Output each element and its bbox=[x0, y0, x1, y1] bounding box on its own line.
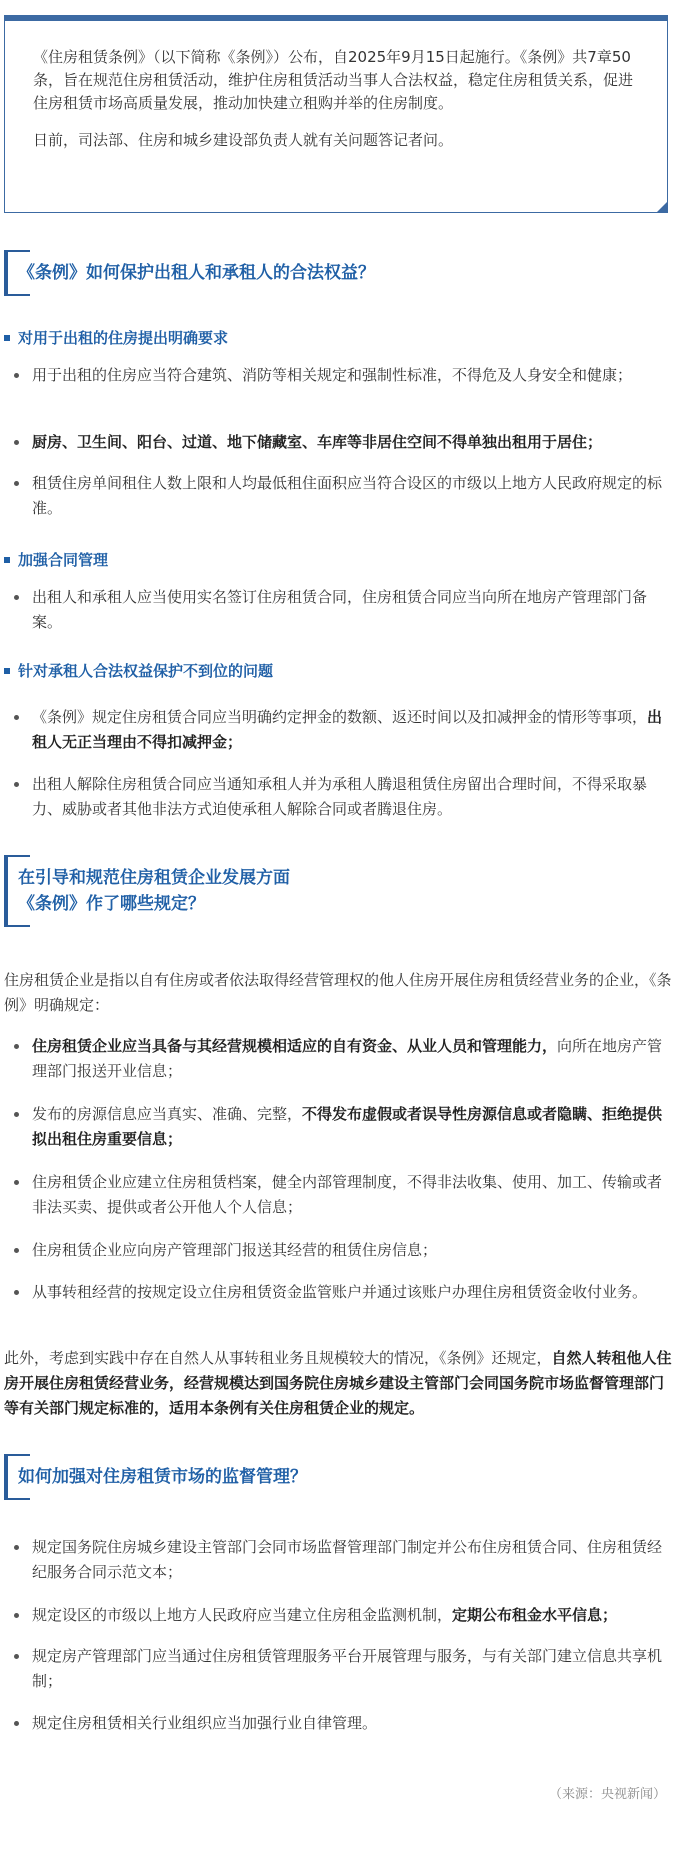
list-item-text: 出租人和承租人应当使用实名签订住房租赁合同，住房租赁合同应当向所在地房产管理部门备案。 bbox=[32, 588, 648, 631]
section-title-3: 如何加强对住房租赁市场的监督管理？ bbox=[18, 1467, 307, 1487]
list-item bbox=[14, 1535, 674, 1585]
source-credit: （来源：央视新闻） bbox=[548, 1787, 666, 1802]
outro-text: 此外，考虑到实践中存在自然人从事转租业务且规模较大的情况，《条例》还规定， bbox=[4, 1349, 552, 1367]
section-2-outro bbox=[4, 1346, 674, 1421]
sub-heading-3-text: 针对承租人合法权益保护不到位的问题 bbox=[18, 662, 274, 680]
list-item-text: 租赁住房单间租住人数上限和人均最低租住面积应当符合设区的市级以上地方人民政府规定的标准。 bbox=[32, 474, 663, 517]
list-item-bold-text: 出租人无正当理由不得扣减押金； bbox=[32, 708, 663, 751]
heading-cap-top bbox=[4, 250, 30, 252]
list-item bbox=[14, 1644, 674, 1694]
bullet-dot-icon bbox=[14, 715, 19, 720]
list-item bbox=[14, 430, 674, 455]
list-item-text: 住房租赁企业应向房产管理部门报送其经营的租赁住房信息； bbox=[32, 1241, 438, 1259]
sub-heading-3 bbox=[4, 661, 273, 681]
bullet-dot-icon bbox=[14, 440, 19, 445]
intro-paragraph-2: 日前，司法部、住房和城乡建设部负责人就有关问题答记者问。 bbox=[33, 131, 454, 149]
bullet-dot-icon bbox=[14, 1721, 19, 1726]
intro-box bbox=[4, 15, 668, 213]
list-item bbox=[14, 585, 674, 635]
section-title-1: 《条例》如何保护出租人和承租人的合法权益？ bbox=[18, 263, 375, 283]
outro-bold-text: 自然人转租他人住房开展住房租赁经营业务，经营规模达到国务院住房城乡建设主管部门会同国务院市场监督管理部门等有关部门规定标准的，适用本条例有关住房租赁企业的规定。 bbox=[4, 1349, 672, 1417]
section-title-2-line-1: 在引导和规范住房租赁企业发展方面 bbox=[18, 868, 290, 888]
bullet-dot-icon bbox=[14, 782, 19, 787]
square-bullet-icon bbox=[4, 668, 10, 674]
list-item-text: 发布的房源信息应当真实、准确、完整， bbox=[32, 1105, 303, 1123]
bullet-dot-icon bbox=[14, 1112, 19, 1117]
section-2-intro: 住房租赁企业是指以自有住房或者依法取得经营管理权的他人住房开展住房租赁经营业务的企业，《条例》明确规定： bbox=[4, 971, 672, 1014]
list-item bbox=[14, 1280, 674, 1305]
list-item-text: 出租人解除住房租赁合同应当通知承租人并为承租人腾退租赁住房留出合理时间，不得采取暴力、威胁或者其他非法方式迫使承租人解除合同或者腾退住房。 bbox=[32, 775, 648, 818]
list-item-text: 从事转租经营的按规定设立住房租赁资金监管账户并通过该账户办理住房租赁资金收付业务。 bbox=[32, 1283, 648, 1301]
list-item bbox=[14, 1170, 674, 1220]
section-title-2-line-2: 《条例》作了哪些规定？ bbox=[18, 894, 205, 914]
list-item-text: 规定住房租赁相关行业组织应当加强行业自律管理。 bbox=[32, 1714, 378, 1732]
list-item-text: 厨房、卫生间、阳台、过道、地下储藏室、车库等非居住空间不得单独出租用于居住； bbox=[32, 433, 603, 451]
list-item-text: 向所在地房产管理部门报送开业信息； bbox=[32, 1037, 663, 1080]
intro-paragraph-1: 《住房租赁条例》（以下简称《条例》）公布，自2025年9月15日起施行。《条例》共7章50条，旨在规范住房租赁活动，维护住房租赁活动当事人合法权益，稳定住房租赁关系，促进住房租赁市场高质量发展，推动加快建立租购并举的住房制度。 bbox=[33, 48, 634, 112]
sub-heading-2 bbox=[4, 550, 108, 570]
heading-cap-bottom bbox=[4, 294, 30, 296]
bullet-dot-icon bbox=[14, 595, 19, 600]
list-item-text: 《条例》规定住房租赁合同应当明确约定押金的数额、返还时间以及扣减押金的情形等事项， bbox=[32, 708, 648, 726]
bullet-dot-icon bbox=[14, 1613, 19, 1618]
list-item-text: 规定房产管理部门应当通过住房租赁管理服务平台开展管理与服务，与有关部门建立信息共享机制； bbox=[32, 1647, 663, 1690]
section-heading-1 bbox=[4, 250, 375, 296]
bullet-dot-icon bbox=[14, 1545, 19, 1550]
list-item-text: 规定国务院住房城乡建设主管部门会同市场监督管理部门制定并公布住房租赁合同、住房租赁经纪服务合同示范文本； bbox=[32, 1538, 663, 1581]
bullet-dot-icon bbox=[14, 373, 19, 378]
corner-decoration bbox=[656, 201, 668, 213]
list-item bbox=[14, 471, 674, 521]
section-title-2 bbox=[8, 855, 290, 927]
square-bullet-icon bbox=[4, 557, 10, 563]
list-item-bold-text: 定期公布租金水平信息； bbox=[452, 1606, 618, 1624]
sub-heading-1 bbox=[4, 328, 228, 348]
bullet-dot-icon bbox=[14, 1180, 19, 1185]
list-item-text: 用于出租的住房应当符合建筑、消防等相关规定和强制性标准，不得危及人身安全和健康； bbox=[32, 366, 633, 384]
list-item bbox=[14, 1238, 674, 1263]
list-item bbox=[14, 705, 674, 755]
list-item bbox=[14, 1603, 674, 1628]
list-item bbox=[14, 1034, 674, 1084]
heading-cap-bottom bbox=[4, 925, 30, 927]
list-item bbox=[14, 363, 674, 388]
heading-cap-bottom bbox=[4, 1498, 30, 1500]
bullet-dot-icon bbox=[14, 1654, 19, 1659]
list-item bbox=[14, 772, 674, 822]
sub-heading-1-text: 对用于出租的住房提出明确要求 bbox=[18, 329, 229, 347]
list-item-text: 住房租赁企业应建立住房租赁档案，健全内部管理制度，不得非法收集、使用、加工、传输或者非法买卖、提供或者公开他人个人信息； bbox=[32, 1173, 663, 1216]
heading-cap-top bbox=[4, 1454, 30, 1456]
list-item bbox=[14, 1711, 674, 1736]
list-item-text: 规定设区的市级以上地方人民政府应当建立住房租金监测机制， bbox=[32, 1606, 453, 1624]
bullet-dot-icon bbox=[14, 1044, 19, 1049]
section-heading-3 bbox=[4, 1454, 307, 1500]
list-item-bold-text: 住房租赁企业应当具备与其经营规模相适应的自有资金、从业人员和管理能力， bbox=[32, 1037, 558, 1055]
square-bullet-icon bbox=[4, 335, 10, 341]
sub-heading-2-text: 加强合同管理 bbox=[18, 551, 109, 569]
list-item-bold-text: 不得发布虚假或者误导性房源信息或者隐瞒、拒绝提供拟出租住房重要信息； bbox=[32, 1105, 663, 1148]
list-item bbox=[14, 1102, 674, 1152]
section-heading-2 bbox=[4, 855, 290, 927]
bullet-dot-icon bbox=[14, 1290, 19, 1295]
bullet-dot-icon bbox=[14, 481, 19, 486]
heading-cap-top bbox=[4, 855, 30, 857]
bullet-dot-icon bbox=[14, 1248, 19, 1253]
